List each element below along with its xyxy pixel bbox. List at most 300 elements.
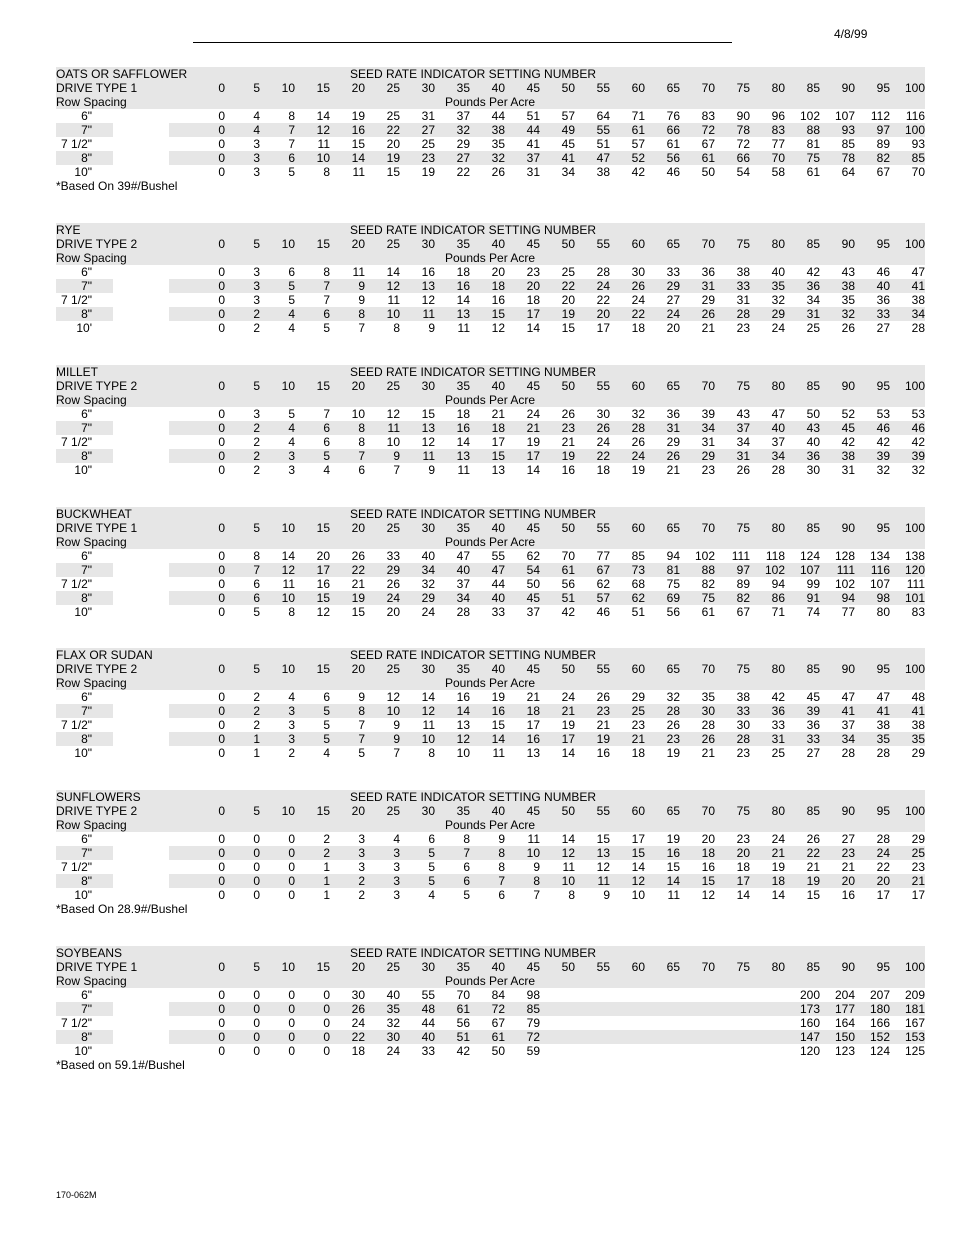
setting-number: 95 (855, 960, 890, 974)
setting-number: 80 (750, 237, 785, 251)
rate-value: 9 (498, 832, 505, 846)
setting-number: 65 (645, 804, 680, 818)
rate-value: 7 (288, 137, 295, 151)
pounds-per-acre-label: Pounds Per Acre (445, 818, 536, 832)
rate-value: 30 (596, 407, 610, 421)
rate-value: 13 (400, 279, 435, 293)
rate-value: 120 (799, 1044, 820, 1058)
rate-value: 37 (771, 435, 785, 449)
setting-number: 40 (470, 379, 505, 393)
setting-number: 10 (260, 804, 295, 818)
seed-rate-table (56, 365, 925, 477)
rate-value: 18 (680, 846, 715, 860)
rate-value: 0 (288, 832, 295, 846)
rate-value: 16 (505, 732, 540, 746)
rate-value: 14 (526, 321, 540, 335)
rate-value: 77 (771, 137, 785, 151)
rate-value: 47 (841, 690, 855, 704)
setting-number: 5 (225, 521, 260, 535)
rate-value: 44 (421, 1016, 435, 1030)
rate-value: 3 (393, 860, 400, 874)
rate-value: 2 (253, 690, 260, 704)
rate-value: 21 (561, 435, 575, 449)
rate-value: 0 (288, 988, 295, 1002)
rate-value: 18 (456, 265, 470, 279)
rate-value: 14 (645, 874, 680, 888)
rate-value: 11 (352, 165, 365, 179)
rate-value: 10 (400, 732, 435, 746)
rate-value: 43 (736, 407, 750, 421)
rate-value: 12 (295, 123, 330, 137)
rate-value: 78 (820, 151, 855, 165)
drive-type: DRIVE TYPE 1 (56, 521, 169, 535)
rate-value: 7 (323, 407, 330, 421)
table-row (56, 265, 925, 279)
table-row (56, 832, 925, 846)
rate-value: 57 (631, 137, 645, 151)
table-row (56, 407, 925, 421)
row-spacing: 6" (81, 832, 92, 846)
rate-value: 11 (352, 265, 365, 279)
rate-value: 32 (666, 690, 680, 704)
rate-value: 118 (765, 549, 785, 563)
rate-value: 85 (841, 137, 855, 151)
rate-value: 28 (841, 746, 855, 760)
setting-number: 10 (260, 379, 295, 393)
rate-value: 24 (421, 605, 435, 619)
setting-number: 50 (540, 960, 575, 974)
setting-number: 0 (169, 237, 225, 251)
crop-section (56, 67, 925, 193)
rate-value: 0 (169, 704, 225, 718)
rate-value: 41 (540, 151, 575, 165)
rate-value: 32 (435, 123, 470, 137)
rate-value: 0 (169, 123, 225, 137)
rate-value: 0 (218, 435, 225, 449)
rate-value: 116 (905, 109, 925, 123)
rate-value: 14 (456, 293, 470, 307)
rate-value: 36 (701, 265, 715, 279)
rate-value: 64 (841, 165, 855, 179)
rate-value: 22 (456, 165, 470, 179)
title-row (56, 223, 925, 237)
row-spacing: 6" (81, 109, 92, 123)
rate-value: 56 (456, 1016, 470, 1030)
rate-value: 19 (666, 746, 680, 760)
rate-value: 18 (470, 421, 505, 435)
rate-value: 14 (386, 265, 400, 279)
seed-rate-header: SEED RATE INDICATOR SETTING NUMBER (350, 507, 597, 521)
rate-value (750, 1030, 785, 1044)
rate-value: 40 (435, 563, 470, 577)
setting-number: 95 (855, 81, 890, 95)
rate-value: 51 (540, 591, 575, 605)
rate-value (575, 1030, 610, 1044)
rate-value: 0 (218, 109, 225, 123)
rate-value: 7 (358, 718, 365, 732)
rate-value: 31 (680, 279, 715, 293)
rate-value: 25 (806, 321, 820, 335)
setting-number: 75 (715, 804, 750, 818)
rate-value: 8 (323, 165, 330, 179)
rate-value: 7 (295, 279, 330, 293)
rate-value: 19 (771, 860, 785, 874)
row-spacing: 7" (56, 123, 113, 137)
rate-value: 3 (288, 463, 295, 477)
table-row (56, 435, 925, 449)
rate-value: 42 (771, 690, 785, 704)
rate-value: 28 (456, 605, 470, 619)
rate-value (575, 1016, 610, 1030)
seed-rate-header: SEED RATE INDICATOR SETTING NUMBER (350, 365, 597, 379)
setting-number: 80 (750, 521, 785, 535)
rate-value: 24 (771, 832, 785, 846)
setting-number: 35 (435, 237, 470, 251)
rate-value: 10 (386, 435, 400, 449)
rate-value: 13 (526, 746, 540, 760)
setting-number: 50 (540, 81, 575, 95)
rate-value: 24 (386, 1044, 400, 1058)
rate-value: 38 (820, 279, 855, 293)
setting-number: 15 (295, 662, 330, 676)
rate-value: 41 (526, 137, 540, 151)
table-row (56, 123, 925, 137)
rate-value: 3 (288, 718, 295, 732)
table-row (56, 605, 925, 619)
rate-value: 21 (351, 577, 365, 591)
rate-value: 52 (610, 151, 645, 165)
rate-value: 47 (470, 563, 505, 577)
settings-row (56, 81, 925, 95)
setting-number: 90 (820, 521, 855, 535)
rate-value: 74 (806, 605, 820, 619)
rate-value: 19 (491, 690, 505, 704)
rate-value: 59 (526, 1044, 540, 1058)
row-spacing: 6" (81, 988, 92, 1002)
setting-number: 55 (575, 237, 610, 251)
rate-value: 102 (694, 549, 715, 563)
rate-value: 26 (330, 1002, 365, 1016)
rate-value: 13 (435, 307, 470, 321)
setting-number: 70 (680, 662, 715, 676)
rate-value: 11 (457, 463, 470, 477)
rate-value: 26 (610, 279, 645, 293)
setting-number: 80 (750, 662, 785, 676)
setting-number: 40 (470, 662, 505, 676)
rate-value: 61 (701, 605, 715, 619)
rate-value: 16 (841, 888, 855, 902)
setting-number: 30 (400, 237, 435, 251)
rate-value: 27 (435, 151, 470, 165)
rate-value: 26 (561, 407, 575, 421)
seed-rate-table (56, 507, 925, 619)
rate-value: 24 (561, 690, 575, 704)
setting-number: 60 (610, 662, 645, 676)
rate-value: 21 (505, 421, 540, 435)
rate-value: 24 (596, 435, 610, 449)
rate-value: 17 (491, 435, 505, 449)
rate-value (645, 988, 680, 1002)
rate-value: 61 (540, 563, 575, 577)
setting-number: 35 (435, 804, 470, 818)
rate-value: 10 (540, 874, 575, 888)
setting-number: 45 (505, 521, 540, 535)
rate-value: 0 (218, 718, 225, 732)
rate-value: 5 (295, 732, 330, 746)
rate-value: 45 (561, 137, 575, 151)
setting-number: 40 (470, 960, 505, 974)
rate-value: 29 (680, 449, 715, 463)
rate-value: 5 (295, 704, 330, 718)
setting-number: 10 (260, 960, 295, 974)
table-row (56, 563, 925, 577)
rate-value: 3 (253, 407, 260, 421)
rate-value: 83 (701, 109, 715, 123)
setting-number: 80 (750, 379, 785, 393)
rate-value: 83 (750, 123, 785, 137)
rate-value: 32 (876, 463, 890, 477)
rate-value: 47 (575, 151, 610, 165)
rate-value: 40 (771, 265, 785, 279)
rate-value: 62 (526, 549, 540, 563)
setting-number: 20 (330, 379, 365, 393)
table-row (56, 690, 925, 704)
rate-value: 0 (218, 832, 225, 846)
rate-value: 0 (323, 1016, 330, 1030)
rate-value: 85 (890, 151, 925, 165)
rate-value: 152 (855, 1030, 890, 1044)
rate-value: 0 (253, 1044, 260, 1058)
rate-value: 6 (295, 421, 330, 435)
setting-number: 85 (785, 960, 820, 974)
rate-value: 14 (435, 704, 470, 718)
rate-value: 75 (680, 591, 715, 605)
rate-value: 125 (904, 1044, 925, 1058)
rate-value: 0 (218, 265, 225, 279)
rate-value: 28 (771, 463, 785, 477)
setting-number: 85 (785, 81, 820, 95)
row-spacing: 10" (74, 888, 92, 902)
units-row (56, 251, 925, 265)
rate-value: 41 (890, 279, 925, 293)
rate-value: 0 (169, 449, 225, 463)
rate-value: 5 (323, 718, 330, 732)
rate-value: 1 (225, 732, 260, 746)
rate-value: 39 (701, 407, 715, 421)
rate-value: 10 (456, 746, 470, 760)
rate-value: 0 (218, 746, 225, 760)
setting-number: 35 (435, 81, 470, 95)
row-spacing: 7" (56, 846, 113, 860)
rate-value: 0 (169, 151, 225, 165)
rate-value: 33 (386, 549, 400, 563)
rate-value: 20 (561, 293, 575, 307)
rate-value: 15 (561, 321, 575, 335)
row-spacing: 10" (74, 165, 92, 179)
rate-value: 2 (225, 704, 260, 718)
rate-value: 12 (400, 704, 435, 718)
rate-value: 10 (365, 307, 400, 321)
rate-value: 4 (260, 307, 295, 321)
rate-value: 6 (463, 860, 470, 874)
seed-rate-table (56, 648, 925, 760)
setting-number: 100 (890, 379, 925, 393)
rate-value: 41 (855, 704, 890, 718)
rate-value: 62 (596, 577, 610, 591)
rate-value: 19 (421, 165, 435, 179)
rate-value: 28 (701, 718, 715, 732)
rate-value: 34 (561, 165, 575, 179)
rate-value: 42 (561, 605, 575, 619)
row-spacing: 7 1/2" (61, 137, 92, 151)
rate-value: 18 (470, 279, 505, 293)
rate-value: 19 (561, 718, 575, 732)
setting-number: 10 (260, 237, 295, 251)
setting-number: 40 (470, 237, 505, 251)
rate-value: 71 (631, 109, 645, 123)
rate-value: 12 (610, 874, 645, 888)
rate-value: 14 (736, 888, 750, 902)
rate-value: 0 (225, 1030, 260, 1044)
rate-value: 50 (491, 1044, 505, 1058)
rate-value: 6 (260, 151, 295, 165)
rate-value: 98 (855, 591, 890, 605)
rate-value: 26 (680, 307, 715, 321)
pounds-per-acre-label: Pounds Per Acre (445, 535, 536, 549)
rate-value: 14 (561, 832, 575, 846)
rate-value: 26 (680, 732, 715, 746)
rate-value: 72 (470, 1002, 505, 1016)
rate-value: 61 (666, 137, 680, 151)
setting-number: 20 (330, 960, 365, 974)
setting-number: 15 (295, 81, 330, 95)
rate-value: 14 (771, 888, 785, 902)
setting-number: 100 (890, 960, 925, 974)
rate-value: 21 (701, 746, 715, 760)
rate-value: 35 (701, 690, 715, 704)
rate-value: 26 (631, 435, 645, 449)
rate-value: 17 (631, 832, 645, 846)
rate-value: 22 (610, 307, 645, 321)
rate-value: 44 (505, 123, 540, 137)
rate-value: 37 (505, 151, 540, 165)
rate-value: 209 (904, 988, 925, 1002)
rate-value: 31 (841, 463, 855, 477)
rate-value (610, 988, 645, 1002)
row-spacing: 10" (74, 1044, 92, 1058)
rate-value: 23 (820, 846, 855, 860)
rate-value: 27 (841, 832, 855, 846)
rate-value: 5 (260, 279, 295, 293)
rate-value: 23 (911, 860, 925, 874)
rate-value: 22 (330, 1030, 365, 1044)
rate-value: 4 (288, 321, 295, 335)
rate-value: 37 (456, 577, 470, 591)
setting-number: 55 (575, 521, 610, 535)
rate-value: 23 (631, 718, 645, 732)
rate-value: 12 (421, 435, 435, 449)
setting-number: 90 (820, 662, 855, 676)
rate-value: 89 (876, 137, 890, 151)
rate-value: 26 (386, 577, 400, 591)
setting-number: 75 (715, 379, 750, 393)
rate-value: 67 (575, 563, 610, 577)
rate-value (715, 1016, 750, 1030)
rate-value: 22 (330, 563, 365, 577)
rate-value: 24 (631, 293, 645, 307)
setting-number: 85 (785, 379, 820, 393)
rate-value: 15 (470, 307, 505, 321)
rate-value: 1 (323, 860, 330, 874)
rate-value (750, 1044, 785, 1058)
rate-value: 17 (715, 874, 750, 888)
rate-value: 100 (890, 123, 925, 137)
rate-value: 25 (386, 109, 400, 123)
table-row (56, 109, 925, 123)
rate-value: 6 (323, 435, 330, 449)
rate-value: 24 (855, 846, 890, 860)
rate-value: 18 (596, 463, 610, 477)
rate-value: 2 (225, 449, 260, 463)
rate-value (645, 1002, 680, 1016)
rate-value: 15 (351, 605, 365, 619)
drive-type: DRIVE TYPE 2 (56, 662, 169, 676)
setting-number: 30 (400, 521, 435, 535)
rate-value: 21 (750, 846, 785, 860)
rate-value: 0 (218, 690, 225, 704)
rate-value: 0 (218, 463, 225, 477)
rate-value: 2 (253, 463, 260, 477)
table-row (56, 988, 925, 1002)
setting-number: 5 (225, 81, 260, 95)
rate-value: 64 (596, 109, 610, 123)
crop-title: SOYBEANS (56, 946, 123, 960)
rate-value: 30 (365, 1030, 400, 1044)
setting-number: 50 (540, 379, 575, 393)
rate-value: 37 (526, 605, 540, 619)
rate-value (715, 1044, 750, 1058)
setting-number: 25 (365, 81, 400, 95)
rate-value: 8 (393, 321, 400, 335)
setting-number: 45 (505, 379, 540, 393)
row-spacing: 8" (56, 1030, 113, 1044)
setting-number: 100 (890, 237, 925, 251)
rate-value: 26 (596, 690, 610, 704)
rate-value: 5 (400, 874, 435, 888)
pounds-per-acre-label: Pounds Per Acre (445, 676, 536, 690)
setting-number: 80 (750, 804, 785, 818)
header-rule (193, 42, 732, 43)
rate-value: 20 (575, 307, 610, 321)
bushel-note: *Based On 28.9#/Bushel (56, 902, 188, 916)
rate-value (680, 988, 715, 1002)
rate-value: 66 (715, 151, 750, 165)
rate-value: 6 (358, 463, 365, 477)
rate-value: 8 (288, 109, 295, 123)
rate-value: 8 (428, 746, 435, 760)
note-row (56, 179, 925, 193)
rate-value: 12 (596, 860, 610, 874)
rate-value: 19 (526, 435, 540, 449)
rate-value: 6 (295, 307, 330, 321)
rate-value: 20 (666, 321, 680, 335)
rate-value: 33 (715, 279, 750, 293)
rate-value: 6 (428, 832, 435, 846)
rate-value: 16 (330, 123, 365, 137)
rate-value: 77 (596, 549, 610, 563)
setting-number: 25 (365, 804, 400, 818)
crop-title: SUNFLOWERS (56, 790, 141, 804)
